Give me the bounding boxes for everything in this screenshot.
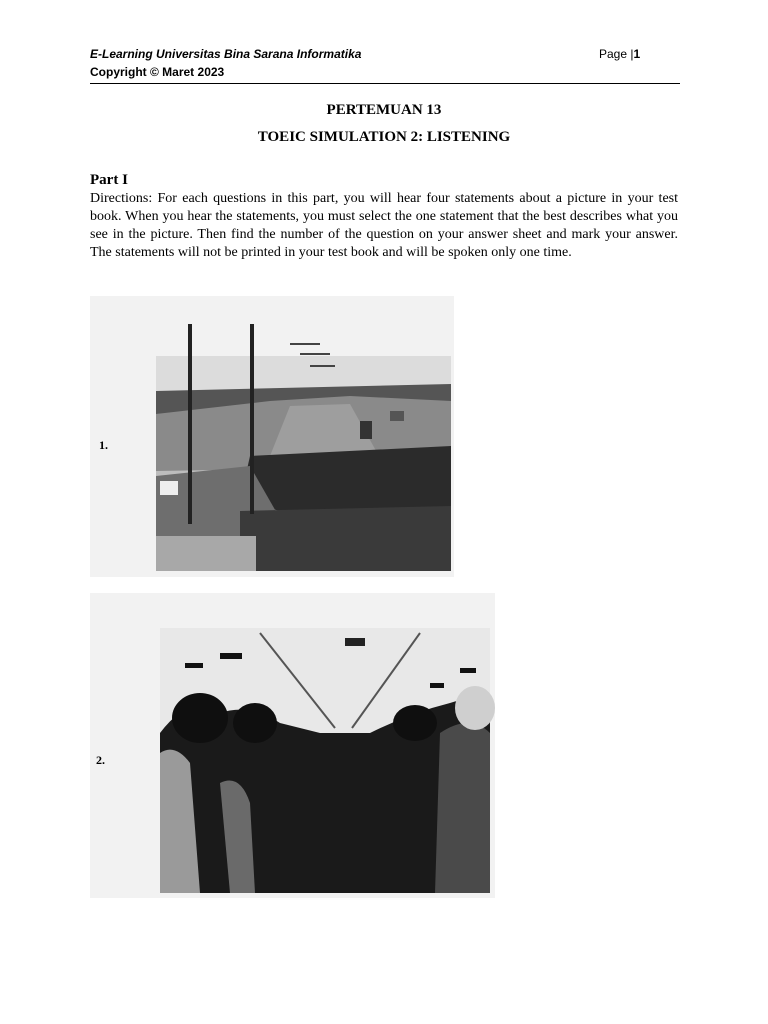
part-heading: Part I	[90, 172, 128, 188]
highway-illustration	[90, 296, 454, 577]
copyright-text: Copyright © Maret 2023	[90, 65, 225, 79]
directions-paragraph: Directions: For each questions in this part, you will hear four statements about a picture in your test book. When you hear the statements, you must select the one statement that the best describes what you see in the picture. Then find the number of the question on your answer sheet and mark your answer. The statements will not be printed in your test book and will be spoken only one time.	[90, 191, 678, 260]
question-2-number: 2.	[96, 753, 105, 767]
document-subtitle: TOEIC SIMULATION 2: LISTENING	[257, 129, 511, 145]
question-1-photo	[90, 296, 454, 577]
page-indicator	[599, 47, 640, 61]
airplane-cabin-illustration	[90, 593, 495, 898]
page-header	[90, 45, 680, 84]
page-number: 1	[633, 47, 641, 61]
question-2-photo	[90, 593, 495, 898]
page-label: Page |	[599, 47, 634, 61]
institution-name: E-Learning Universitas Bina Sarana Informatika	[90, 47, 362, 61]
question-1-number: 1.	[99, 438, 108, 452]
meeting-title: PERTEMUAN 13	[326, 102, 442, 118]
